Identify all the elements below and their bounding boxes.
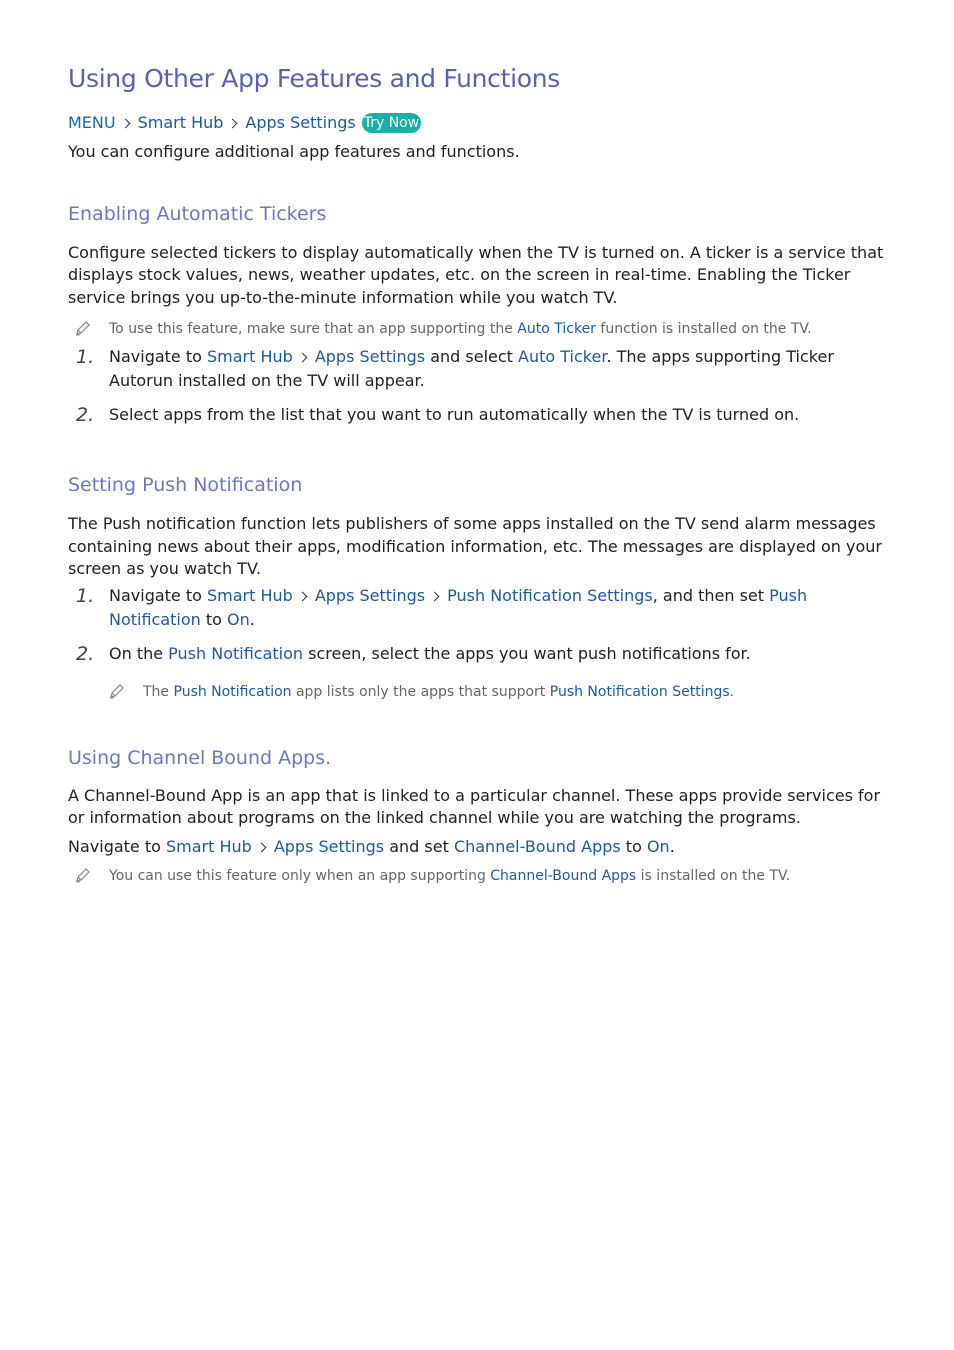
breadcrumb-smart-hub[interactable]: Smart Hub xyxy=(137,113,224,132)
push-body: The Push notification function lets publishers of some apps installed on the TV send alarm messages containing news about their apps, modification information, etc. The messages are displayed on your screen as you watch TV. xyxy=(68,514,882,578)
tickers-body: Configure selected tickers to display automatically when the TV is turned on. A ticker is a service that displays stock values, news, weather updates, etc. on the screen in real-time. Enabling the Ticker service brings you up-to-the-minute information while you watch TV. xyxy=(68,242,884,307)
chevron-right-icon xyxy=(430,591,440,601)
breadcrumb-menu[interactable]: MENU xyxy=(68,113,116,132)
channel-note: You can use this feature only when an app supporting Channel-Bound Apps is installed on the TV. xyxy=(68,866,888,886)
step-number: 2. xyxy=(76,642,95,665)
push-step-1: 1. Navigate to Smart Hub Apps Settings Push Notification Settings, and then set Push Notification to On. xyxy=(76,584,808,629)
chevron-right-icon xyxy=(297,591,307,601)
chevron-right-icon xyxy=(120,118,130,128)
step-number: 2. xyxy=(76,404,95,426)
document-page xyxy=(68,58,888,886)
chevron-right-icon xyxy=(256,842,266,852)
section-heading-tickers: Enabling Automatic Tickers xyxy=(68,202,327,225)
channel-body: A Channel-Bound App is an app that is linked to a particular channel. These apps provide services for or information about programs on the linked channel while you are watching the programs. xyxy=(68,785,881,827)
step-number: 1. xyxy=(76,584,95,607)
tickers-step-2: 2. Select apps from the list that you want to run automatically when the TV is turned on. xyxy=(76,404,800,426)
tickers-step-1: 1. Navigate to Smart Hub Apps Settings and select Auto Ticker. The apps supporting Ticker Autorun installed on the TV will appear. xyxy=(76,346,834,390)
pencil-icon xyxy=(74,866,92,884)
pencil-icon xyxy=(108,682,126,700)
pencil-icon xyxy=(74,319,92,337)
step-number: 1. xyxy=(76,346,95,368)
try-now-button[interactable]: Try Now xyxy=(363,115,420,131)
tickers-note: To use this feature, make sure that an app supporting the Auto Ticker function is installed on the TV. xyxy=(68,319,888,339)
chevron-right-icon xyxy=(228,118,238,128)
intro-text: You can configure additional app features and functions. xyxy=(68,142,520,161)
breadcrumb xyxy=(68,112,888,134)
push-step-2: 2. On the Push Notification screen, select the apps you want push notifications for. xyxy=(76,642,751,665)
section-heading-channel: Using Channel Bound Apps. xyxy=(68,746,332,769)
breadcrumb-apps-settings[interactable]: Apps Settings xyxy=(245,113,356,132)
chevron-right-icon xyxy=(297,353,307,363)
page-title: Using Other App Features and Functions xyxy=(68,64,561,93)
section-heading-push: Setting Push Notification xyxy=(68,474,303,496)
push-note: The Push Notification app lists only the apps that support Push Notification Settings. xyxy=(68,682,888,702)
channel-nav: Navigate to Smart Hub Apps Settings and set Channel-Bound Apps to On. xyxy=(68,836,675,856)
